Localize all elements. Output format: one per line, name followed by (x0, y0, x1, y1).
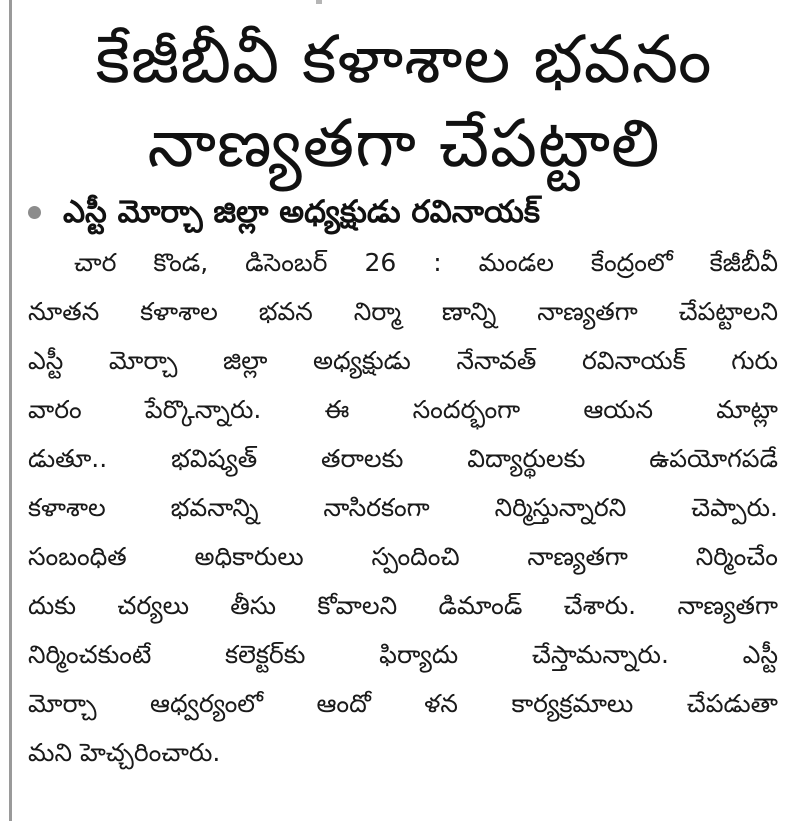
print-mark (316, 0, 322, 4)
body-line: మోర్చా ఆధ్వర్యంలో ఆందో ళన కార్యక్రమాలు చేపడుతా (28, 688, 778, 718)
body-line: కళాశాల భవనాన్ని నాసిరకంగా నిర్మిస్తున్నారని చెప్పారు. (28, 492, 778, 522)
body-line: నిర్మించకుంటే కలెక్టర్‌కు ఫిర్యాదు చేస్తామన్నారు. ఎస్టీ (28, 639, 778, 669)
headline-line-1: కేజీబీవీ కళాశాల భవనం (95, 21, 713, 98)
headline (24, 18, 784, 187)
headline-line-2: నాణ్యతగా చేపట్టాలి (147, 105, 661, 183)
subheadline-text: ఎస్టీ మోర్చా జిల్లా అధ్యక్షుడు రవినాయక్ (63, 193, 541, 230)
body-line: నూతన కళాశాల భవన నిర్మా ణాన్ని నాణ్యతగా చేపట్టాలని (28, 296, 778, 326)
body-line: ఎస్టీ మోర్చా జిల్లా అధ్యక్షుడు నేనావత్ రవినాయక్ గురు (28, 345, 778, 375)
bullet-dot-icon (28, 206, 41, 219)
body-line: చార కొండ, డిసెంబర్ 26 : మండల కేంద్రంలో కేజీబీవీ (74, 247, 778, 277)
body-line: సంబంధిత అధికారులు స్పందించి నాణ్యతగా నిర్మించేం (28, 541, 778, 571)
body-line: డుతూ.. భవిష్యత్ తరాలకు విద్యార్థులకు ఉపయోగపడే (28, 443, 778, 473)
subheadline (28, 193, 784, 232)
column-divider (9, 0, 12, 821)
body-line: మని హెచ్చరించారు. (28, 737, 221, 767)
article-body (28, 238, 778, 777)
body-line: వారం పేర్కొన్నారు. ఈ సందర్భంగా ఆయన మాట్లా (28, 394, 778, 424)
body-line: దుకు చర్యలు తీసు కోవాలని డిమాండ్ చేశారు. నాణ్యతగా (28, 590, 778, 620)
news-article (24, 18, 784, 777)
